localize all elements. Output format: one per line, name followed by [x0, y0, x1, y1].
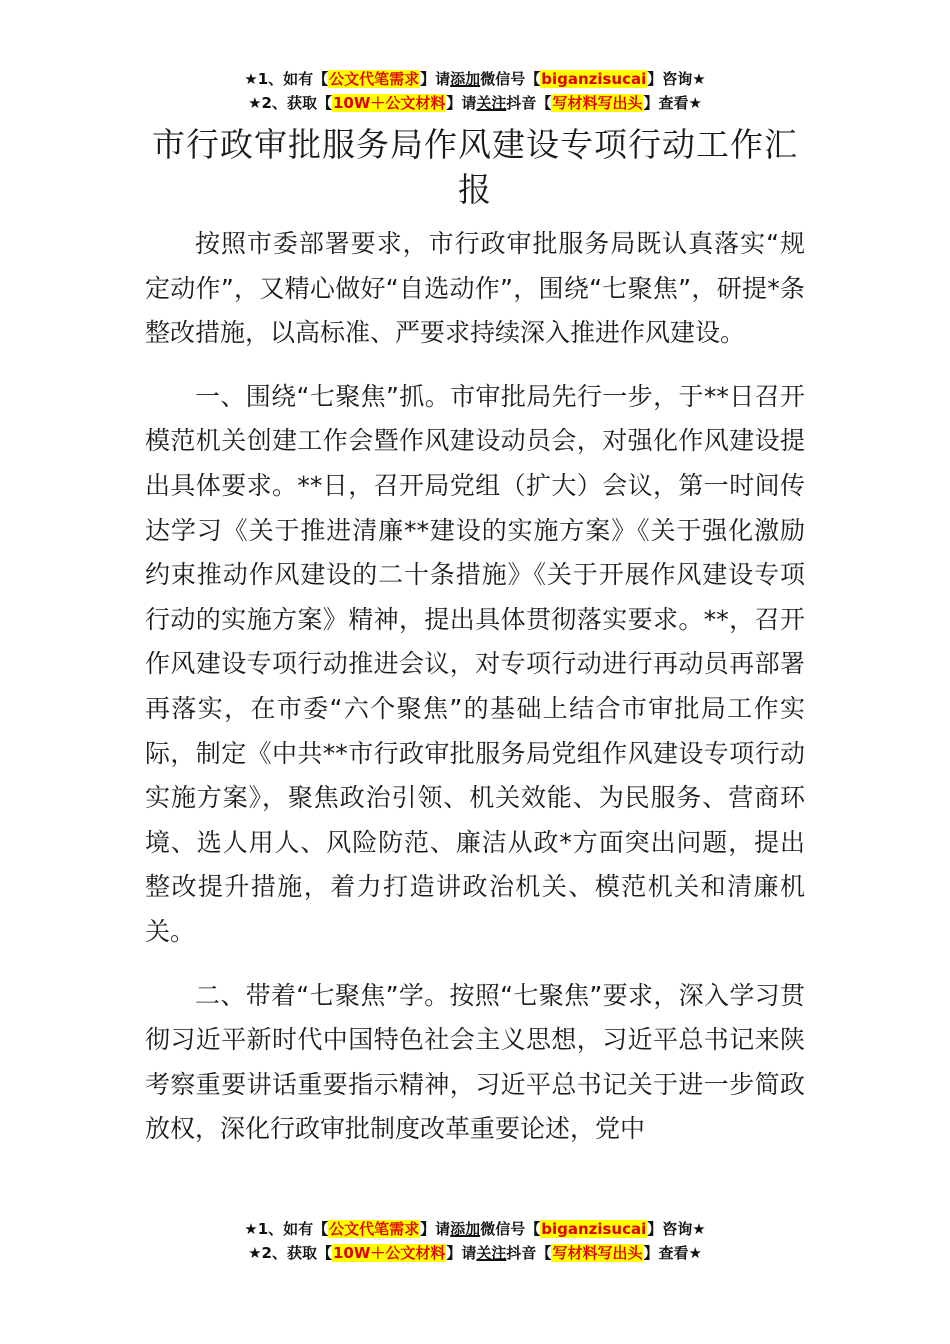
star-icon: ★ [248, 94, 262, 112]
star-icon: ★ [248, 1244, 262, 1262]
banner-line-2: ★2、获取【10W＋公文材料】请关注抖音【写材料写出头】查看★ [248, 94, 702, 112]
paragraph-section-1: 一、围绕“七聚焦”抓。市审批局先行一步，于**日召开模范机关创建工作会暨作风建设动员会，对强化作风建设提出具体要求。**日，召开局党组（扩大）会议，第一时间传达学习《关于推进清廉**建设的实施方案》《关于强化激励约束推动作风建设的二十条措施》《关于开展作风建设专项行动的实施方案》精神，提出具体贯彻落实要求。**，召开作风建设专项行动推进会议，对专项行动进行再动员再部署再落实，在市委“六个聚焦”的基础上结合市审批局工作实际，制定《中共**市行政审批服务局党组作风建设专项行动实施方案》，聚焦政治引领、机关效能、为民服务、营商环境、选人用人、风险防范、廉洁从政*方面突出问题，提出整改提升措施，着力打造讲政治机关、模范机关和清廉机关。 [145, 381, 805, 946]
highlight-douyin-account: 写材料写出头 [552, 94, 643, 112]
highlight-materials: 10W＋公文材料 [332, 94, 446, 112]
highlight-materials: 10W＋公文材料 [332, 1244, 446, 1262]
bottom-banner [0, 1217, 950, 1265]
highlight-service: 公文代笔需求 [329, 1220, 420, 1238]
highlight-douyin-account: 写材料写出头 [552, 1244, 643, 1262]
banner-line-1: ★1、如有【公文代笔需求】请添加微信号【biganzisucai】咨询★ [244, 70, 706, 88]
star-icon: ★ [688, 94, 702, 112]
star-icon: ★ [692, 1220, 706, 1238]
top-banner [0, 67, 950, 115]
paragraph-section-2: 二、带着“七聚焦”学。按照“七聚焦”要求，深入学习贯彻习近平新时代中国特色社会主义思想，习近平总书记来陕考察重要讲话重要指示精神，习近平总书记关于进一步简政放权，深化行政审批制度改革重要论述，党中 [145, 980, 805, 1144]
banner-line-2: ★2、获取【10W＋公文材料】请关注抖音【写材料写出头】查看★ [248, 1244, 702, 1262]
highlight-wechat-id: biganzisucai [541, 1220, 647, 1238]
document-title: 市行政审批服务局作风建设专项行动工作汇报 [152, 125, 798, 209]
paragraph-intro: 按照市委部署要求，市行政审批服务局既认真落实“规定动作”，又精心做好“自选动作”，围绕“七聚焦”，研提*条整改措施，以高标准、严要求持续深入推进作风建设。 [145, 229, 805, 348]
document-body [145, 222, 805, 1171]
highlight-service: 公文代笔需求 [329, 70, 420, 88]
star-icon: ★ [244, 70, 258, 88]
star-icon: ★ [688, 1244, 702, 1262]
highlight-wechat-id: biganzisucai [541, 70, 647, 88]
star-icon: ★ [244, 1220, 258, 1238]
banner-line-1: ★1、如有【公文代笔需求】请添加微信号【biganzisucai】咨询★ [244, 1220, 706, 1238]
star-icon: ★ [692, 70, 706, 88]
